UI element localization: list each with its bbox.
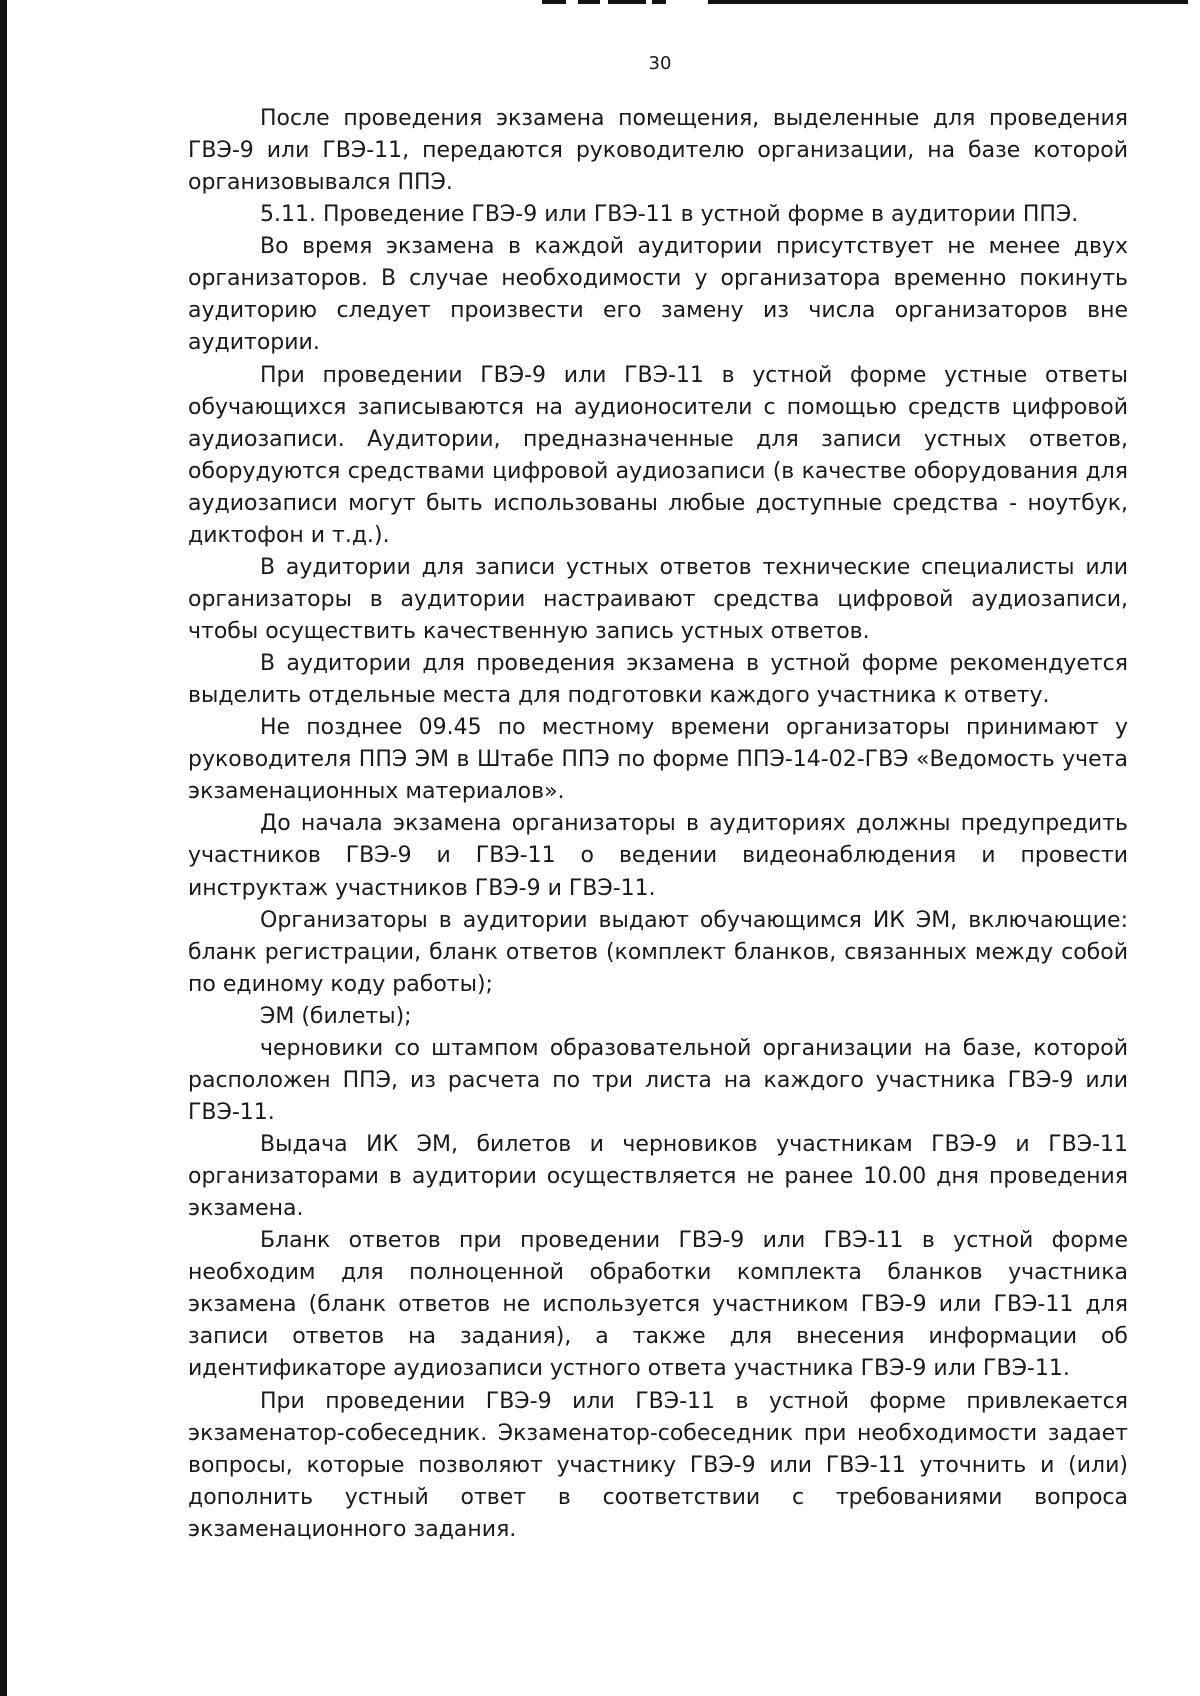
scan-edge-bar: [0, 0, 7, 1696]
paragraph: Не позднее 09.45 по местному времени организаторы принимают у руководителя ППЭ ЭМ в Штабе ППЭ по форме ППЭ-14-02-ГВЭ «Ведомость учета экзаменационных материалов».: [188, 715, 1128, 805]
paragraph: Выдача ИК ЭМ, билетов и черновиков участникам ГВЭ-9 и ГВЭ-11 организаторами в аудитории осуществляется не ранее 10.00 дня проведения экзамена.: [188, 1132, 1128, 1222]
paragraph: Во время экзамена в каждой аудитории присутствует не менее двух организаторов. В случае необходимости у организатора временно покинуть аудиторию следует произвести его замену из числа организаторов вне аудитории.: [188, 234, 1128, 356]
paragraph: При проведении ГВЭ-9 или ГВЭ-11 в устной форме привлекается экзаменатор-собеседник. Экзаменатор-собеседник при необходимости задает вопросы, которые позволяют участнику ГВЭ-9 или ГВЭ-11 уточнить и (или) дополнить устный ответ в соответствии с требованиями вопроса экзаменационного задания.: [188, 1388, 1128, 1542]
section-heading: 5.11. Проведение ГВЭ-9 или ГВЭ-11 в устной форме в аудитории ППЭ.: [260, 202, 1079, 228]
document-body: [188, 103, 1128, 1546]
list-item: ЭМ (билеты);: [260, 1003, 412, 1029]
scan-top-artifact: [608, 0, 646, 4]
list-item: черновики со штампом образовательной организации на базе, которой расположен ППЭ, из расчета по три листа на каждого участника ГВЭ-9 или ГВЭ-11.: [188, 1035, 1128, 1125]
scan-top-artifact: [542, 0, 566, 4]
scan-top-rule: [708, 0, 1188, 4]
paragraph: Организаторы в аудитории выдают обучающимся ИК ЭМ, включающие: бланк регистрации, бланк ответов (комплект бланков, связанных между собой по единому коду работы);: [188, 907, 1128, 997]
paragraph: После проведения экзамена помещения, выделенные для проведения ГВЭ-9 или ГВЭ-11, передаются руководителю организации, на базе которой организовывался ППЭ.: [188, 106, 1128, 196]
paragraph: До начала экзамена организаторы в аудиториях должны предупредить участников ГВЭ-9 и ГВЭ-11 о ведении видеонаблюдения и провести инструктаж участников ГВЭ-9 и ГВЭ-11.: [188, 811, 1128, 901]
paragraph: При проведении ГВЭ-9 или ГВЭ-11 в устной форме устные ответы обучающихся записываются на аудионосители с помощью средств цифровой аудиозаписи. Аудитории, предназначенные для записи устных ответов, оборудуются средствами цифровой аудиозаписи (в качестве оборудования для аудиозаписи могут быть использованы любые доступные средства - ноутбук, диктофон и т.д.).: [188, 362, 1128, 548]
page-number: 30: [648, 53, 672, 74]
paragraph: В аудитории для проведения экзамена в устной форме рекомендуется выделить отдельные места для подготовки каждого участника к ответу.: [188, 651, 1128, 709]
paragraph: Бланк ответов при проведении ГВЭ-9 или ГВЭ-11 в устной форме необходим для полноценной обработки комплекта бланков участника экзамена (бланк ответов не используется участником ГВЭ-9 или ГВЭ-11 для записи ответов на задания), а также для внесения информации об идентификаторе аудиозаписи устного ответа участника ГВЭ-9 или ГВЭ-11.: [188, 1228, 1128, 1382]
paragraph: В аудитории для записи устных ответов технические специалисты или организаторы в аудитории настраивают средства цифровой аудиозаписи, чтобы осуществить качественную запись устных ответов.: [188, 554, 1128, 644]
scan-top-artifact: [578, 0, 600, 4]
scan-top-artifact: [652, 0, 666, 4]
